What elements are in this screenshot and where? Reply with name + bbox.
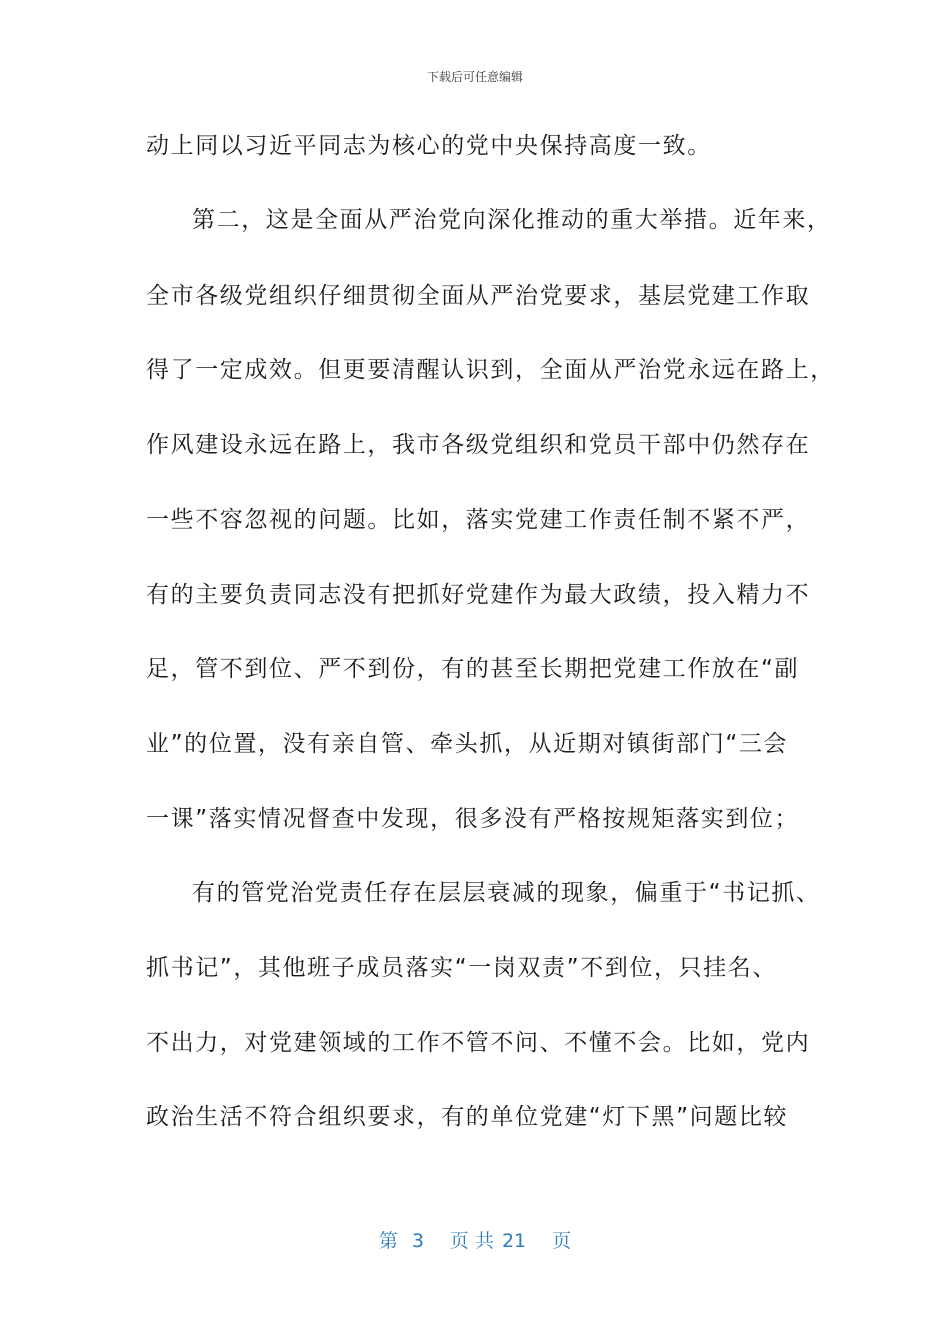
text-line: 动上同以习近平同志为核心的党中央保持高度一致。: [146, 133, 712, 159]
text-line: 不出力，对党建领域的工作不管不问、不懂不会。比如，党内: [146, 1030, 811, 1056]
current-page-number: 3: [411, 1230, 424, 1252]
page-footer: [0, 1226, 950, 1253]
footer-middle: 页 共: [449, 1230, 494, 1252]
text-line: 有的主要负责同志没有把抓好党建作为最大政绩，投入精力不: [146, 582, 811, 608]
header-note: 下载后可任意编辑: [426, 70, 523, 84]
footer-suffix: 页: [552, 1230, 572, 1252]
text-line: 得了一定成效。但更要清醒认识到，全面从严治党永远在路上，: [146, 357, 835, 383]
text-line: 作风建设永远在路上，我市各级党组织和党员干部中仍然存在: [146, 432, 811, 458]
paragraph-start-line: 第二，这是全面从严治党向深化推动的重大举措。近年来，: [192, 207, 832, 233]
footer-prefix: 第: [378, 1230, 398, 1252]
text-line: 一些不容忽视的问题。比如，落实党建工作责任制不紧不严，: [146, 507, 811, 533]
text-line: 一课”落实情况督查中发现，很多没有严格按规矩落实到位；: [146, 806, 800, 832]
text-line: 政治生活不符合组织要求，有的单位党建“灯下黑”问题比较: [146, 1104, 789, 1130]
text-line: 抓书记”，其他班子成员落实“一岗双责”不到位，只挂名、: [146, 955, 777, 981]
total-pages-number: 21: [501, 1230, 527, 1252]
paragraph-start-line: 有的管党治党责任存在层层衰减的现象，偏重于“书记抓、: [192, 880, 821, 906]
text-line: 足，管不到位、严不到份，有的甚至长期把党建工作放在“副: [146, 656, 800, 682]
text-line: 业”的位置，没有亲自管、牵头抓，从近期对镇街部门“三会: [146, 731, 789, 757]
text-line: 全市各级党组织仔细贯彻全面从严治党要求，基层党建工作取: [146, 283, 811, 309]
